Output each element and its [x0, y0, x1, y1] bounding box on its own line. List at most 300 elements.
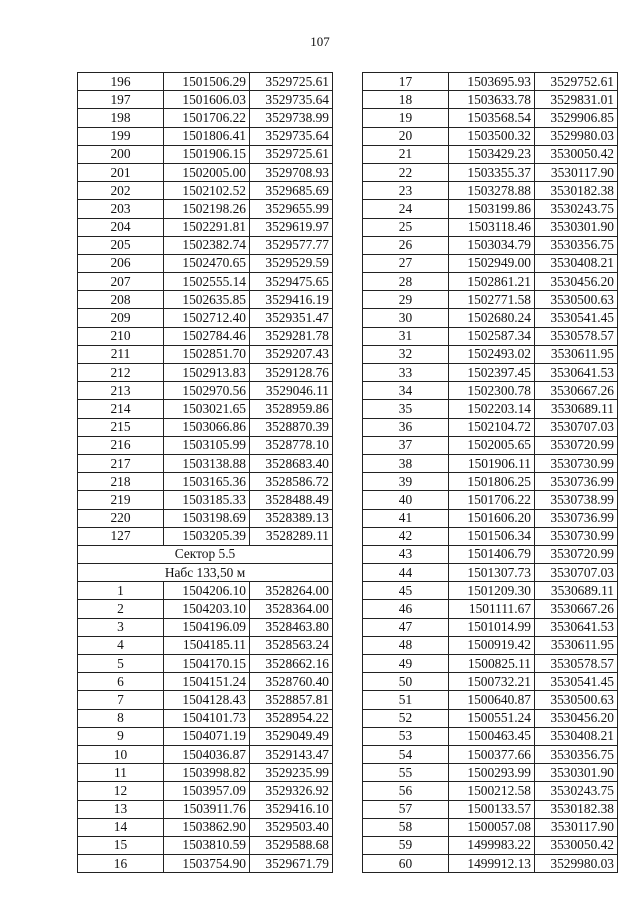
table-row [78, 818, 333, 836]
x-coordinate-cell: 1504128.43 [164, 691, 250, 709]
point-number-cell: 197 [78, 91, 164, 109]
coordinates-table-left-section-body [78, 564, 333, 873]
x-coordinate-cell: 1502005.65 [449, 436, 535, 454]
table-row [78, 291, 333, 309]
x-coordinate-cell: 1500057.08 [449, 818, 535, 836]
y-coordinate-cell: 3530667.26 [535, 382, 618, 400]
point-number-cell: 48 [363, 636, 449, 654]
table-row [363, 254, 618, 272]
y-coordinate-cell: 3528954.22 [250, 709, 333, 727]
x-coordinate-cell: 1500463.45 [449, 727, 535, 745]
point-number-cell: 42 [363, 527, 449, 545]
y-coordinate-cell: 3530541.45 [535, 673, 618, 691]
y-coordinate-cell: 3529128.76 [250, 364, 333, 382]
point-number-cell: 20 [363, 127, 449, 145]
table-row [363, 691, 618, 709]
point-number-cell: 53 [363, 727, 449, 745]
y-coordinate-cell: 3530117.90 [535, 163, 618, 181]
y-coordinate-cell: 3528870.39 [250, 418, 333, 436]
y-coordinate-cell: 3530243.75 [535, 200, 618, 218]
y-coordinate-cell: 3530611.95 [535, 345, 618, 363]
table-row [363, 491, 618, 509]
point-number-cell: 16 [78, 855, 164, 873]
x-coordinate-cell: 1503957.09 [164, 782, 250, 800]
x-coordinate-cell: 1503695.93 [449, 73, 535, 91]
point-number-cell: 216 [78, 436, 164, 454]
y-coordinate-cell: 3528959.86 [250, 400, 333, 418]
point-number-cell: 201 [78, 163, 164, 181]
table-row [78, 127, 333, 145]
y-coordinate-cell: 3528563.24 [250, 636, 333, 654]
x-coordinate-cell: 1503138.88 [164, 454, 250, 472]
point-number-cell: 220 [78, 509, 164, 527]
table-row [78, 254, 333, 272]
table-row [78, 73, 333, 91]
x-coordinate-cell: 1503998.82 [164, 764, 250, 782]
y-coordinate-cell: 3529735.64 [250, 127, 333, 145]
y-coordinate-cell: 3529207.43 [250, 345, 333, 363]
table-row [363, 655, 618, 673]
x-coordinate-cell: 1503633.78 [449, 91, 535, 109]
y-coordinate-cell: 3528264.00 [250, 582, 333, 600]
point-number-cell: 21 [363, 145, 449, 163]
y-coordinate-cell: 3529980.03 [535, 127, 618, 145]
table-row [78, 163, 333, 181]
y-coordinate-cell: 3530356.75 [535, 236, 618, 254]
coordinates-table-right-body [363, 73, 618, 873]
table-row [363, 309, 618, 327]
table-row [78, 473, 333, 491]
table-row [78, 655, 333, 673]
table-row [363, 400, 618, 418]
x-coordinate-cell: 1504203.10 [164, 600, 250, 618]
table-row [363, 527, 618, 545]
table-row [363, 745, 618, 763]
y-coordinate-cell: 3529685.69 [250, 182, 333, 200]
coordinates-table-right [362, 72, 618, 873]
table-row [78, 582, 333, 600]
x-coordinate-cell: 1502493.02 [449, 345, 535, 363]
point-number-cell: 36 [363, 418, 449, 436]
y-coordinate-cell: 3530456.20 [535, 273, 618, 291]
x-coordinate-cell: 1502861.21 [449, 273, 535, 291]
table-row [363, 382, 618, 400]
y-coordinate-cell: 3530050.42 [535, 836, 618, 854]
table-row [363, 182, 618, 200]
x-coordinate-cell: 1501706.22 [164, 109, 250, 127]
table-row [78, 800, 333, 818]
y-coordinate-cell: 3529619.97 [250, 218, 333, 236]
table-row [78, 327, 333, 345]
table-row [363, 727, 618, 745]
x-coordinate-cell: 1502203.14 [449, 400, 535, 418]
table-row [363, 163, 618, 181]
y-coordinate-cell: 3529577.77 [250, 236, 333, 254]
point-number-cell: 29 [363, 291, 449, 309]
x-coordinate-cell: 1503355.37 [449, 163, 535, 181]
point-number-cell: 24 [363, 200, 449, 218]
point-number-cell: 40 [363, 491, 449, 509]
point-number-cell: 202 [78, 182, 164, 200]
point-number-cell: 45 [363, 582, 449, 600]
point-number-cell: 57 [363, 800, 449, 818]
y-coordinate-cell: 3530301.90 [535, 764, 618, 782]
y-coordinate-cell: 3529725.61 [250, 145, 333, 163]
point-number-cell: 9 [78, 727, 164, 745]
point-number-cell: 46 [363, 600, 449, 618]
x-coordinate-cell: 1503911.76 [164, 800, 250, 818]
table-row [363, 855, 618, 873]
y-coordinate-cell: 3530456.20 [535, 709, 618, 727]
table-row [78, 454, 333, 472]
table-row [363, 273, 618, 291]
table-row [363, 764, 618, 782]
point-number-cell: 28 [363, 273, 449, 291]
x-coordinate-cell: 1504185.11 [164, 636, 250, 654]
x-coordinate-cell: 1503810.59 [164, 836, 250, 854]
table-row [363, 327, 618, 345]
page-number: 107 [310, 34, 330, 49]
y-coordinate-cell: 3530730.99 [535, 527, 618, 545]
x-coordinate-cell: 1504071.19 [164, 727, 250, 745]
table-row [363, 473, 618, 491]
y-coordinate-cell: 3529326.92 [250, 782, 333, 800]
point-number-cell: 207 [78, 273, 164, 291]
y-coordinate-cell: 3529416.10 [250, 800, 333, 818]
x-coordinate-cell: 1502382.74 [164, 236, 250, 254]
x-coordinate-cell: 1503021.65 [164, 400, 250, 418]
y-coordinate-cell: 3530707.03 [535, 564, 618, 582]
x-coordinate-cell: 1502771.58 [449, 291, 535, 309]
table-row [78, 400, 333, 418]
x-coordinate-cell: 1500133.57 [449, 800, 535, 818]
x-coordinate-cell: 1503278.88 [449, 182, 535, 200]
y-coordinate-cell: 3529416.19 [250, 291, 333, 309]
x-coordinate-cell: 1503185.33 [164, 491, 250, 509]
table-row [78, 764, 333, 782]
point-number-cell: 38 [363, 454, 449, 472]
x-coordinate-cell: 1499983.22 [449, 836, 535, 854]
y-coordinate-cell: 3529351.47 [250, 309, 333, 327]
point-number-cell: 31 [363, 327, 449, 345]
table-row [78, 509, 333, 527]
table-row [363, 564, 618, 582]
y-coordinate-cell: 3530707.03 [535, 418, 618, 436]
point-number-cell: 214 [78, 400, 164, 418]
table-row [78, 109, 333, 127]
point-number-cell: 2 [78, 600, 164, 618]
table-row [78, 673, 333, 691]
x-coordinate-cell: 1502470.65 [164, 254, 250, 272]
table-row [78, 600, 333, 618]
y-coordinate-cell: 3529281.78 [250, 327, 333, 345]
y-coordinate-cell: 3528389.13 [250, 509, 333, 527]
table-row [363, 545, 618, 563]
y-coordinate-cell: 3530641.53 [535, 364, 618, 382]
y-coordinate-cell: 3528364.00 [250, 600, 333, 618]
point-number-cell: 199 [78, 127, 164, 145]
y-coordinate-cell: 3530578.57 [535, 327, 618, 345]
table-row [78, 636, 333, 654]
table-row [78, 727, 333, 745]
table-row [363, 454, 618, 472]
table-row [78, 182, 333, 200]
section-title-row [78, 545, 333, 563]
table-row [78, 345, 333, 363]
y-coordinate-cell: 3529725.61 [250, 73, 333, 91]
point-number-cell: 58 [363, 818, 449, 836]
table-row [78, 218, 333, 236]
point-number-cell: 4 [78, 636, 164, 654]
table-row [78, 691, 333, 709]
x-coordinate-cell: 1504036.87 [164, 745, 250, 763]
y-coordinate-cell: 3530182.38 [535, 182, 618, 200]
x-coordinate-cell: 1502300.78 [449, 382, 535, 400]
x-coordinate-cell: 1503862.90 [164, 818, 250, 836]
x-coordinate-cell: 1502587.34 [449, 327, 535, 345]
table-row [363, 145, 618, 163]
y-coordinate-cell: 3529735.64 [250, 91, 333, 109]
table-row [363, 236, 618, 254]
x-coordinate-cell: 1503199.86 [449, 200, 535, 218]
y-coordinate-cell: 3528488.49 [250, 491, 333, 509]
table-row [363, 673, 618, 691]
y-coordinate-cell: 3530408.21 [535, 254, 618, 272]
table-row [363, 345, 618, 363]
table-row [78, 855, 333, 873]
table-row [78, 200, 333, 218]
point-number-cell: 200 [78, 145, 164, 163]
x-coordinate-cell: 1503066.86 [164, 418, 250, 436]
table-row [363, 509, 618, 527]
x-coordinate-cell: 1502291.81 [164, 218, 250, 236]
x-coordinate-cell: 1502784.46 [164, 327, 250, 345]
point-number-cell: 212 [78, 364, 164, 382]
x-coordinate-cell: 1503205.39 [164, 527, 250, 545]
point-number-cell: 217 [78, 454, 164, 472]
y-coordinate-cell: 3530500.63 [535, 291, 618, 309]
y-coordinate-cell: 3530736.99 [535, 473, 618, 491]
table-row [363, 127, 618, 145]
table-row [78, 236, 333, 254]
point-number-cell: 54 [363, 745, 449, 763]
x-coordinate-cell: 1501806.25 [449, 473, 535, 491]
point-number-cell: 50 [363, 673, 449, 691]
x-coordinate-cell: 1501906.11 [449, 454, 535, 472]
point-number-cell: 34 [363, 382, 449, 400]
x-coordinate-cell: 1502970.56 [164, 382, 250, 400]
y-coordinate-cell: 3530720.99 [535, 545, 618, 563]
x-coordinate-cell: 1502102.52 [164, 182, 250, 200]
x-coordinate-cell: 1501506.29 [164, 73, 250, 91]
point-number-cell: 12 [78, 782, 164, 800]
x-coordinate-cell: 1504170.15 [164, 655, 250, 673]
y-coordinate-cell: 3528857.81 [250, 691, 333, 709]
y-coordinate-cell: 3530667.26 [535, 600, 618, 618]
table-row [363, 291, 618, 309]
section-title: Сектор 5.5 [78, 545, 333, 563]
x-coordinate-cell: 1503500.32 [449, 127, 535, 145]
x-coordinate-cell: 1501706.22 [449, 491, 535, 509]
y-coordinate-cell: 3529529.59 [250, 254, 333, 272]
section-subtitle-row [78, 564, 333, 582]
x-coordinate-cell: 1501806.41 [164, 127, 250, 145]
y-coordinate-cell: 3530689.11 [535, 400, 618, 418]
x-coordinate-cell: 1501307.73 [449, 564, 535, 582]
y-coordinate-cell: 3530736.99 [535, 509, 618, 527]
y-coordinate-cell: 3528760.40 [250, 673, 333, 691]
point-number-cell: 218 [78, 473, 164, 491]
y-coordinate-cell: 3530356.75 [535, 745, 618, 763]
x-coordinate-cell: 1501014.99 [449, 618, 535, 636]
point-number-cell: 15 [78, 836, 164, 854]
table-row [78, 91, 333, 109]
y-coordinate-cell: 3530720.99 [535, 436, 618, 454]
x-coordinate-cell: 1502635.85 [164, 291, 250, 309]
point-number-cell: 1 [78, 582, 164, 600]
y-coordinate-cell: 3530301.90 [535, 218, 618, 236]
point-number-cell: 11 [78, 764, 164, 782]
x-coordinate-cell: 1500732.21 [449, 673, 535, 691]
y-coordinate-cell: 3530689.11 [535, 582, 618, 600]
y-coordinate-cell: 3529588.68 [250, 836, 333, 854]
point-number-cell: 30 [363, 309, 449, 327]
point-number-cell: 203 [78, 200, 164, 218]
y-coordinate-cell: 3530611.95 [535, 636, 618, 654]
point-number-cell: 56 [363, 782, 449, 800]
table-row [78, 418, 333, 436]
point-number-cell: 39 [363, 473, 449, 491]
y-coordinate-cell: 3530182.38 [535, 800, 618, 818]
x-coordinate-cell: 1500212.58 [449, 782, 535, 800]
x-coordinate-cell: 1499912.13 [449, 855, 535, 873]
y-coordinate-cell: 3528778.10 [250, 436, 333, 454]
table-row [78, 491, 333, 509]
x-coordinate-cell: 1502712.40 [164, 309, 250, 327]
point-number-cell: 37 [363, 436, 449, 454]
point-number-cell: 209 [78, 309, 164, 327]
table-row [78, 309, 333, 327]
table-row [363, 91, 618, 109]
point-number-cell: 211 [78, 345, 164, 363]
table-row [363, 836, 618, 854]
point-number-cell: 33 [363, 364, 449, 382]
x-coordinate-cell: 1503198.69 [164, 509, 250, 527]
point-number-cell: 8 [78, 709, 164, 727]
y-coordinate-cell: 3529752.61 [535, 73, 618, 91]
y-coordinate-cell: 3530738.99 [535, 491, 618, 509]
point-number-cell: 7 [78, 691, 164, 709]
x-coordinate-cell: 1501111.67 [449, 600, 535, 618]
point-number-cell: 27 [363, 254, 449, 272]
point-number-cell: 41 [363, 509, 449, 527]
x-coordinate-cell: 1504206.10 [164, 582, 250, 600]
table-row [78, 745, 333, 763]
x-coordinate-cell: 1501506.34 [449, 527, 535, 545]
x-coordinate-cell: 1502913.83 [164, 364, 250, 382]
x-coordinate-cell: 1502949.00 [449, 254, 535, 272]
y-coordinate-cell: 3529738.99 [250, 109, 333, 127]
table-row [363, 364, 618, 382]
x-coordinate-cell: 1500640.87 [449, 691, 535, 709]
point-number-cell: 13 [78, 800, 164, 818]
point-number-cell: 14 [78, 818, 164, 836]
point-number-cell: 43 [363, 545, 449, 563]
point-number-cell: 59 [363, 836, 449, 854]
y-coordinate-cell: 3528683.40 [250, 454, 333, 472]
table-row [78, 618, 333, 636]
y-coordinate-cell: 3530541.45 [535, 309, 618, 327]
y-coordinate-cell: 3530578.57 [535, 655, 618, 673]
point-number-cell: 49 [363, 655, 449, 673]
x-coordinate-cell: 1502198.26 [164, 200, 250, 218]
table-row [363, 709, 618, 727]
table-row [78, 836, 333, 854]
table-row [363, 782, 618, 800]
x-coordinate-cell: 1504151.24 [164, 673, 250, 691]
table-row [78, 273, 333, 291]
point-number-cell: 23 [363, 182, 449, 200]
table-row [78, 782, 333, 800]
point-number-cell: 3 [78, 618, 164, 636]
point-number-cell: 219 [78, 491, 164, 509]
y-coordinate-cell: 3529906.85 [535, 109, 618, 127]
x-coordinate-cell: 1501406.79 [449, 545, 535, 563]
table-row [363, 818, 618, 836]
y-coordinate-cell: 3530730.99 [535, 454, 618, 472]
y-coordinate-cell: 3528662.16 [250, 655, 333, 673]
point-number-cell: 206 [78, 254, 164, 272]
point-number-cell: 19 [363, 109, 449, 127]
y-coordinate-cell: 3528586.72 [250, 473, 333, 491]
point-number-cell: 35 [363, 400, 449, 418]
table-row [363, 109, 618, 127]
point-number-cell: 213 [78, 382, 164, 400]
y-coordinate-cell: 3529143.47 [250, 745, 333, 763]
y-coordinate-cell: 3529831.01 [535, 91, 618, 109]
x-coordinate-cell: 1500377.66 [449, 745, 535, 763]
table-row [363, 618, 618, 636]
point-number-cell: 204 [78, 218, 164, 236]
x-coordinate-cell: 1502851.70 [164, 345, 250, 363]
x-coordinate-cell: 1503429.23 [449, 145, 535, 163]
y-coordinate-cell: 3529235.99 [250, 764, 333, 782]
x-coordinate-cell: 1503165.36 [164, 473, 250, 491]
table-row [363, 636, 618, 654]
y-coordinate-cell: 3530243.75 [535, 782, 618, 800]
table-row [78, 436, 333, 454]
y-coordinate-cell: 3528289.11 [250, 527, 333, 545]
y-coordinate-cell: 3528463.80 [250, 618, 333, 636]
point-number-cell: 196 [78, 73, 164, 91]
y-coordinate-cell: 3529046.11 [250, 382, 333, 400]
point-number-cell: 18 [363, 91, 449, 109]
table-row [78, 527, 333, 545]
x-coordinate-cell: 1504101.73 [164, 709, 250, 727]
point-number-cell: 22 [363, 163, 449, 181]
x-coordinate-cell: 1503118.46 [449, 218, 535, 236]
x-coordinate-cell: 1501606.03 [164, 91, 250, 109]
table-row [78, 709, 333, 727]
coordinates-table-left [77, 72, 333, 873]
table-row [78, 382, 333, 400]
point-number-cell: 6 [78, 673, 164, 691]
table-row [363, 418, 618, 436]
x-coordinate-cell: 1501906.15 [164, 145, 250, 163]
x-coordinate-cell: 1500293.99 [449, 764, 535, 782]
point-number-cell: 51 [363, 691, 449, 709]
y-coordinate-cell: 3530408.21 [535, 727, 618, 745]
